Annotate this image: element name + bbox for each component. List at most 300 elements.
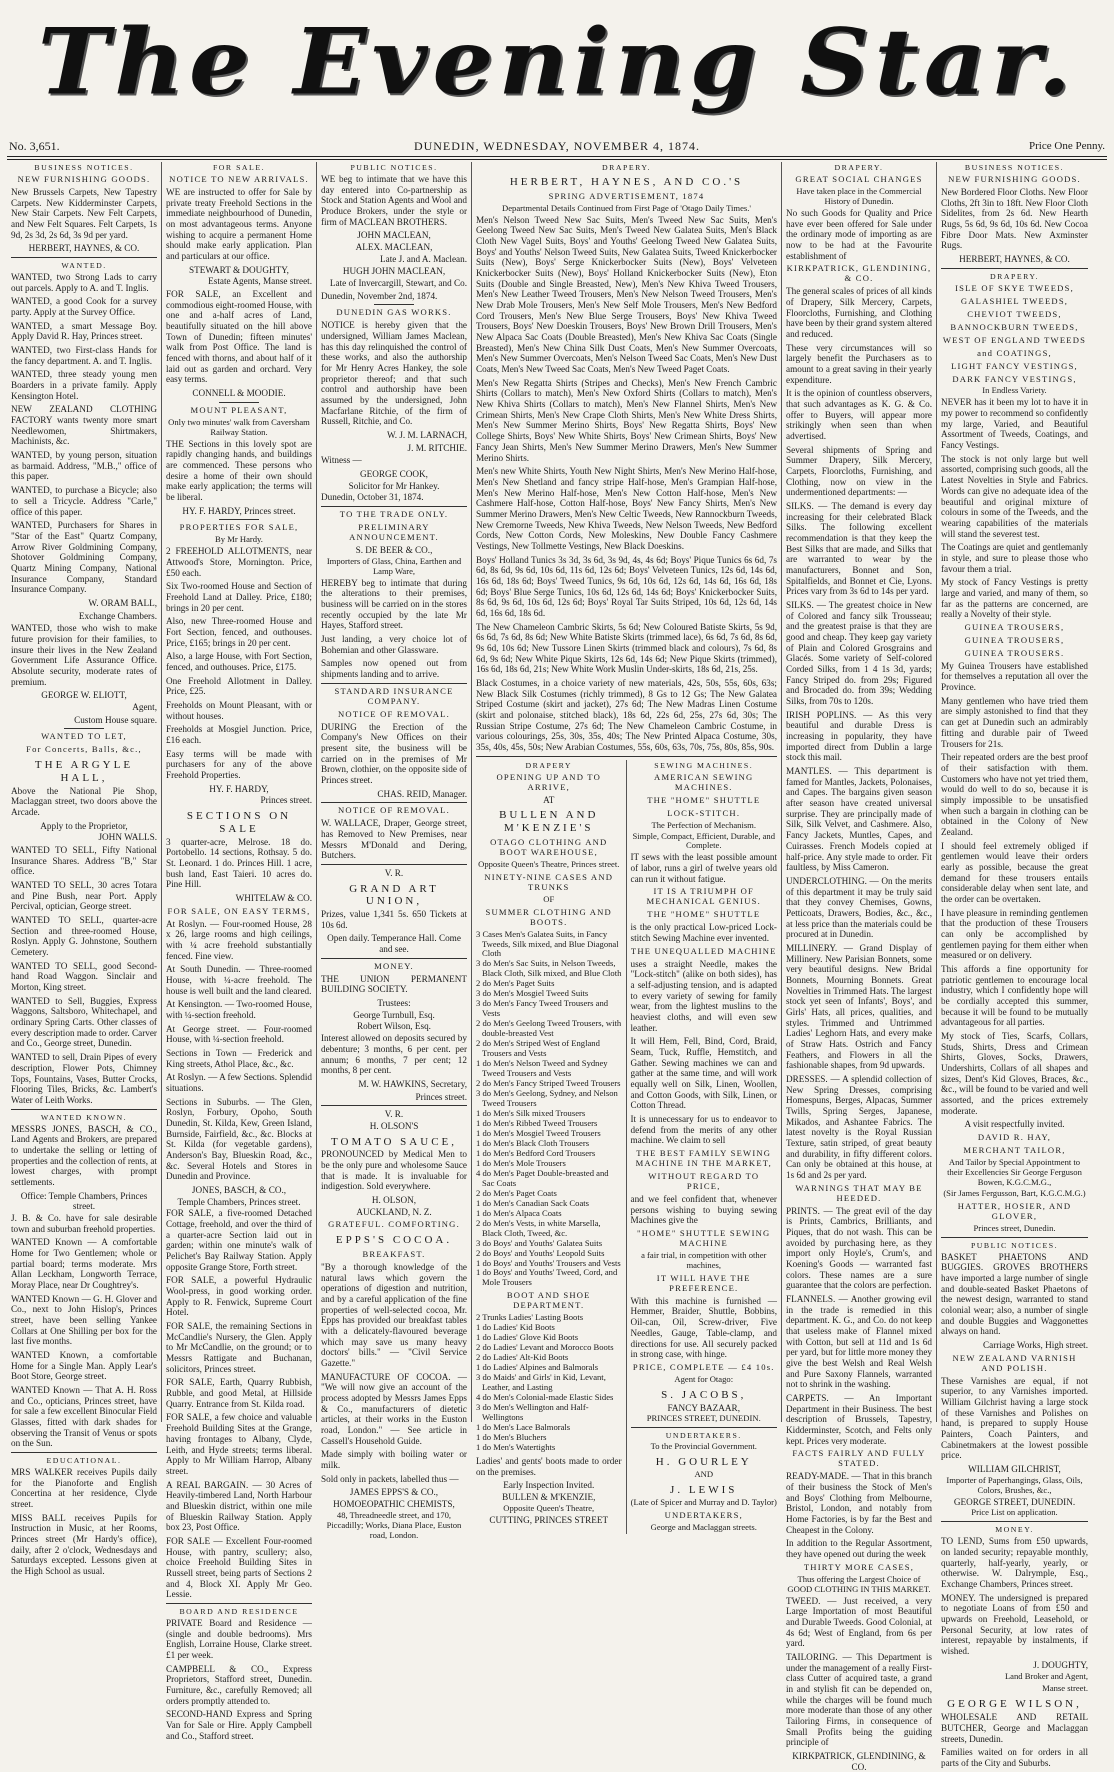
list-item: 3 do Maids' and Girls' in Kid, Levant, Leather, and Lasting (476, 1372, 606, 1393)
ad-text: New Brussels Carpets, New Tapestry Carpets. New Kidderminster Carpets, New Stair Carpets. New Felt Carpets, and New Felt Squares. Felt Carpets, 1s 9d, 2s 3d, 2s 6d, 3s 9d per yard. (11, 187, 157, 240)
classified-ad: FOR SALE, Earth, Quarry Rubbish, Rubble, and good Metal, at Hillside Quarry. Entrance from St. Kilda road. (166, 1377, 312, 1409)
ad-text: In Endless Variety. (982, 385, 1047, 396)
ad-text: Interest allowed on deposits secured by debenture; 3 months, 6 per cent. per annum; 6 months, 7 per cent; 12 months, 8 per cent. (321, 1033, 467, 1076)
ad-text: It is unnecessary for us to endeavor to defend from the merits of any other machine. We claim to sell (630, 1114, 777, 1146)
classified-ad: A REAL BARGAIN. — 30 Acres of Heavily-timbered Land, North Harbour and Blueskin district, within one mile of Blueskin Railway Station. Apply box 23, Post Office. (166, 1479, 312, 1533)
list-item: 3 do Men's Sac Suits, in Nelson Tweeds, Black Cloth, Silk mixed, and Blue Cloth (476, 958, 622, 979)
ad-text: Boys' Holland Tunics 3s 3d, 3s 6d, 3s 9d, 4s, 4s 6d; Boys' Pique Tunics 6s 6d, 7s 6d, 8s 6d, 9s 6d, 10s 6d, 11s 6d, 12s 6d; Boys' Velveteen Tunics, 12s 6d, 14s 6d, 16s 6d, 18s 6d; Boys' Tweed Tunics, 9s 6d, 10s 6d, 12s 6d, 14s 6d, 16s 6d, 18s 6d; Boys' Blue Serge Tunics, 10s 6d, 12s 6d, 14s 6d; Boys' Knickerbocker Suits, 8s 6d, 9s 6d, 10s 6d, 12s 6d; Boys' Royal Tar Suits Striped, 10s 6d, 12s 6d, 14s 6d, 16s 6d, 18s 6d. (476, 554, 777, 618)
ad-text: Made simply with boiling water or milk. (321, 1449, 467, 1471)
ad-headline: J. LEWIS (670, 1483, 738, 1496)
ad-text: At Roslyn. — A few Sections. Splendid situations. (166, 1072, 312, 1093)
ad-headline: S. JACOBS, (661, 1388, 747, 1401)
department-notice: TAILORING. — This Department is under the management of a really First-class Cutter of acquired taste, a grand in and stylish fit can be depended on, while the charges will be found much more moderate than those of any other Tailoring Firms, in consequence of Small Profits being the guiding principle of (786, 1651, 932, 1748)
public-notice: PRONOUNCED by Medical Men to be the only pure and wholesome Sauce that is made. It is invaluable for indigestion. Sold everywhere. (321, 1149, 467, 1192)
ad-title: MONEY. (374, 960, 414, 971)
ad-text: Samples now opened out from shipments landing and to arrive. (321, 658, 467, 680)
list-item: 1 do Men's Ribbed Tweed Trousers (476, 1117, 598, 1128)
list-item: 1 do Boys' and Youths' Trousers and Vests (476, 1257, 621, 1268)
ad-signature: AUCKLAND, N. Z. (356, 1206, 432, 1217)
royal-cipher: V. R. (384, 1109, 404, 1120)
public-notice: THE UNION PERMANENT BUILDING SOCIETY. (321, 973, 467, 995)
public-notice: DURING the Erection of the Company's New Offices on their present site, the business will be carried on in the premises of Mr Brown, clothier, on the opposite side of Princes street. (321, 721, 467, 785)
classified-ad: WANTED, two Strong Lads to carry out parcels. Apply to A. and T. Inglis. (11, 272, 157, 293)
stock-list (476, 930, 622, 1289)
list-item: 1 do Men's Mole Trousers (476, 1157, 566, 1168)
classified-ad: MISS BALL receives Pupils for Instruction in Music, at her Rooms, Princes street (Mr Hardy's office), daily, after 2 o'clock, Wednesdays and Saturdays excepted. Lessons given at the High School as usual. (11, 1512, 157, 1577)
ad-signature: Importer of Paperhangings, Glass, Oils, Colors, Brushes, &c., (946, 1474, 1083, 1495)
classified-ad: WANTED TO SELL, Fifty National Insurance Shares. Address "B," Star office. (11, 845, 157, 877)
section-head: PUBLIC NOTICES. (970, 1240, 1059, 1250)
ad-signature: (Sir James Fergusson, Bart, K.G.C.M.G.) (943, 1187, 1086, 1198)
ad-text: Several shipments of Spring and Summer Drapery, Silk Mercery, Carpets, Floorcloths, Furnishing, and Clothing, now on view in the undermentioned departments: — (786, 444, 932, 498)
list-item: 3 do Men's Geelong, Sydney, and Nelson Tweed Trousers (476, 1088, 618, 1108)
ad-text: My stock of Ties, Scarfs, Collars, Studs, Shirts, Dress and Crimean Shirts, Gloves, Socks, Drawers, Undershirts, Collars of all shapes and sizes, Dent's Kid Gloves, Braces, &c., &c., will be found to be varied and well assorted, and the prices extremely moderate. (941, 1030, 1088, 1116)
double-rule (7, 157, 1107, 160)
ad-headline: DAVID R. HAY, (977, 1132, 1052, 1143)
ad-signature: H. OLSON'S (369, 1120, 419, 1131)
list-item: 1 do Men's Silk mixed Trousers (476, 1107, 586, 1118)
list-item: 1 do Men's Canadian Sack Coats (476, 1197, 590, 1208)
list-item: 1 do Ladies' Glove Kid Boots (476, 1332, 579, 1343)
ad-title: DUNEDIN GAS WORKS. (336, 307, 452, 318)
list-item: 3 do Men's Mosgiel Tweed Suits (476, 988, 589, 999)
list-item: 1 do Men's Watertights (476, 1441, 556, 1452)
department-notice: DRESSES. — A splendid collection of New Spring Dresses, comprising Homespuns, Berges, Alpacas, Summer Twills, Spring Serges, Japanese, Mikados, and Ashantee Fabrics. The latest novelty is the Royal Russian Texture, satin striped, of great beauty and durability, in fifty different colors. Can only be obtained at this house, at 1s 6d and 2s per yard. (786, 1073, 932, 1180)
ad-title: GRATEFUL. COMFORTING. (328, 1219, 460, 1230)
ad-signature: H. OLSON, (371, 1194, 417, 1205)
classified-ad: NEW ZEALAND CLOTHING FACTORY wants twenty more smart Needlewomen, Shirtmakers, Machinists, &c. (11, 404, 157, 447)
ad-text: One Freehold Allotment in Dalley. Price, £25. (166, 675, 312, 697)
ad-title: GREAT SOCIAL CHANGES (795, 174, 923, 185)
ad-text: It will Hem, Fell, Bind, Cord, Braid, Seam, Tuck, Ruffle, Hemstitch, and Gather. Sewing machines we can and gather at the same time, and will work equally well on Silk, Linen, Woollen, and Cotton Goods, with Silk, Linen, or Cotton Thread. (630, 1036, 777, 1111)
ad-title: STANDARD INSURANCE COMPANY. (334, 685, 454, 706)
ad-subtitle: Have taken place in the Commercial History of Dunedin. (796, 186, 922, 206)
ad-headline: KIRKPATRICK, GLENDINING, & CO. (786, 263, 932, 284)
classified-ad: 3 quarter-acre, Melrose. 18 do. Portobello. 14 sections, Rothsay. 5 do. St. Leonard. 1 do. Princes Hill. 1 acre, bush land, East Taieri. 10 acres do. Pine Hill. (166, 836, 312, 890)
ad-signature: GEORGE COOK, (360, 469, 428, 480)
list-item: 1 do Men's Nelson Tweed and Sydney Tweed Trousers and Vests (476, 1058, 608, 1079)
ad-signature: Custom House square. (74, 714, 157, 725)
ad-title: LIGHT FANCY VESTINGS, (951, 360, 1078, 371)
ad-subtitle: PRELIMINARY ANNOUNCEMENT. (349, 522, 439, 543)
department-notice: UNDERCLOTHING. — On the merits of this department it may be truly said that they convey Chemises, Gowns, Petticoats, Drawers, Bodies, &c., &c., at less price than the materials could be procured at in Dunedin. (786, 875, 932, 940)
ad-title: GALASHIEL TWEEDS, (960, 295, 1069, 306)
ad-headline: BULLEN AND M'KENZIE'S (499, 809, 599, 835)
ad-headline: TOMATO SAUCE, (331, 1135, 457, 1148)
rule (374, 304, 414, 305)
ad-text: Sold only in packets, labelled thus — (321, 1473, 459, 1484)
classified-ad: WE are instructed to offer for Sale by private treaty Freehold Sections in the immediate neighbourhood of Dunedin, on most advantageous terms. Anyone wishing to acquire a permanent Home should make early application. Plan and particulars at our office. (166, 187, 312, 262)
ad-text: Early Inspection Invited. (503, 1480, 595, 1491)
ad-text: AT (543, 794, 555, 805)
ad-title: FACTS FAIRLY AND FULLY STATED. (792, 1448, 926, 1469)
ad-text: My stock of Fancy Vestings is pretty large and varied, and many of them, so far as the patterns are concerned, are really a Novelty of their style. (941, 577, 1088, 620)
classified-ad: Above the National Pie Shop, Maclaggan street, two doors above the Arcade. (11, 785, 157, 818)
ad-text: Men's New Regatta Shirts (Stripes and Checks), Men's New French Cambric Shirts (Collars to match), Men's New Oxford Shirts (Collars to match), Men's New Khiva Shirts (Collars to match), Men's New Flannel Shirts, Men's New Crimean Shirts, Men's New Crape Cloth Shirts, Men's New White Dress Shirts, Men's New Summer Merino Shirts, Boys' New Regatta Shirts, Boys' New College Shirts, Boys' New White Shirts, Boys' New Crimean Shirts, Boys' New Fancy Jean Shirts, Men's New Summer Merino Drawers, Men's New Summer Merino Shirts. (476, 377, 777, 463)
ad-headline: GEORGE WILSON, (947, 1698, 1082, 1711)
section-head: DRAPERY. (602, 163, 651, 172)
ad-text: Freeholds on Mount Pleasant, with or without houses. (166, 700, 312, 721)
ad-title: LOCK-STITCH. (667, 807, 741, 818)
rule (219, 519, 259, 520)
ad-signature: HOMOEOPATHIC CHEMISTS, (333, 1499, 455, 1510)
ad-text: The general scales of prices of all kinds of Drapery, Silk Mercery, Carpets, Floorcloths, Furnishing, and Clothing have been by their grand system altered and reduced. (786, 286, 932, 339)
column-4b (627, 760, 778, 1534)
list-item: 1 do Men's Lace Balmorals (476, 1422, 571, 1432)
ad-title: IT WILL HAVE THE PREFERENCE. (656, 1272, 751, 1293)
ad-signature: Princes street. (260, 795, 312, 806)
ad-signature: Opposite Queen's Theatre, (503, 1502, 595, 1513)
column-2 (162, 162, 317, 1741)
ad-date: Dunedin, November 2nd, 1874. (321, 290, 438, 301)
ad-text: Prizes, value 1,341 5s. 650 Tickets at 10s 6d. (321, 909, 467, 930)
ad-title: CHEVIOT TWEEDS, (967, 308, 1062, 319)
ad-text: uses a straight Needle, makes the "Lock-stitch" (alike on both sides), has a self-adjusting tension, and is adapted to every variety of sewing for family wear, from the lightest muslins to the heaviest cloths, and will even sew leather. (630, 958, 777, 1033)
section-head: BUSINESS NOTICES. (34, 163, 134, 172)
column-1 (7, 162, 162, 1577)
ad-signature: S. DE BEER & CO., (355, 545, 433, 556)
section-head: FOR SALE. (212, 163, 266, 172)
ad-signature: CONNELL & MOODIE. (192, 388, 286, 399)
classified-ad: WANTED Known, a comfortable Home for a Single Man. Apply Lear's Boot Store, George street. (11, 1349, 157, 1382)
classified-ad: SECOND-HAND Express and Spring Van for Sale or Hire. Apply Campbell and Co., Stafford street. (166, 1709, 312, 1741)
ad-headline: GRAND ART UNION, (349, 882, 439, 908)
classified-ad: FOR SALE, a few choice and valuable Freehold Building Sites at the Grange, having frontages to Albany, Clyde, Leith, and Hyde streets; terms liberal. Apply to Mr William Harrop, Albany street. (166, 1412, 312, 1476)
ad-text: J. B. & Co. have for sale desirable town and suburban freehold properties. (11, 1212, 157, 1234)
ad-signature: Witness — (321, 455, 362, 466)
department-notice: MILLINERY. — Grand Display of Millinery. New Parisian Bonnets, some very beautiful designs. New Bridal Bonnets, Mourning Bonnets. Great Novelties in Trimmed Hats. The largest stock yet seen of Infants', Boys', and Girls' Hats, all prices, qualities, and styles. Trimmed and Untrimmed Ladies' Leghorn Hats, and every make of Straw Hats. Ostrich and Fancy Feathers, and Flowers in all the fashionable shapes, from 9d upwards. (786, 942, 932, 1071)
classified-ad: WANTED, two First-class Hands for the fancy department. A. and T. Inglis. (11, 345, 157, 366)
ad-text: The Perfection of Mechanism. (651, 819, 757, 830)
column-4a (476, 760, 627, 1534)
ad-title: BANNOCKBURN TWEEDS, (950, 321, 1079, 332)
classified-ad: 2 FREEHOLD ALLOTMENTS, near Attwood's Store, Mornington. Price, £50 each. (166, 546, 312, 578)
ad-signature: Solicitor for Mr Hankey. (348, 480, 440, 491)
list-item: 2 do Men's Geelong Tweed Trousers, with double-breasted Vest (476, 1018, 622, 1039)
department-notice: READY-MADE. — That in this branch of their business the Stock of Men's and Boys' Clothing from Melbourne, Bristol, London, and notably from Home Factories, is by far the Best and Cheapest in the Colony. (786, 1471, 932, 1535)
department-notice: TWEED. — Just received, a very Large Importation of most Beautiful and Durable Tweeds. Good Colonial, at 4s 6d; West of England, from 6s per yard. (786, 1595, 932, 1649)
column-5 (782, 162, 937, 1772)
ad-signature: 48, Threadneedle street, and 170, Piccadilly; Works, Diana Place, Euston road, London. (326, 1509, 462, 1540)
public-notice: BASKET PHAETONS AND BUGGIES. GROVES BROTHERS have imported a large number of single and double-seated Basket Phaetons of the newest design, warranted to stand colonial wear; also, a number of single and double Buggies and Waggonettes always on hand. (941, 1251, 1088, 1337)
classified-ad: THE Sections in this lovely spot are rapidly changing hands, and buildings are commenced. These persons who desire a home of their own should make early application; the terms will be liberal. (166, 438, 312, 503)
issue-date: DUNEDIN, WEDNESDAY, NOVEMBER 4, 1874. (413, 139, 701, 153)
department-notice: IRISH POPLINS. — As this very beautiful and durable Dress is increasing in popularity, they have imported direct from Dublin a large stock this mail. (786, 709, 932, 763)
section-head: BUSINESS NOTICES. (964, 163, 1065, 172)
ad-title: NINETY-NINE CASES AND TRUNKS (484, 871, 614, 892)
ad-title: NEW FURNISHING GOODS. (17, 174, 151, 185)
issue-price: Price One Penny. (1029, 140, 1105, 152)
ad-text: AND (694, 1468, 714, 1479)
ad-title: WEST OF ENGLAND TWEEDS (942, 334, 1087, 345)
classified-ad: MESSRS JONES, BASCH, & CO., Land Agents and Brokers, are prepared to undertake the selling or letting of properties and the collection of rents, at lowest charges, with prompt settlements. (11, 1123, 157, 1187)
department-notice: MANTLES. — This department is famed for Mantles, Jackets, Polonaises, and Capes. The bargains given season after season have created universal surprise. They are principally made of Silk, Silk Velvet, and Cashmere. Also, Fancy Jackets, Muntles, Capes, and Cuirasses. French Models copied at half-price. Any style made to order. Fit faultless, by Miss Cameron. (786, 766, 932, 873)
ad-text: At George street. — Four-roomed House, with ¼-section freehold. (166, 1023, 312, 1045)
ad-title: WARNINGS THAT MAY BE HEEDED. (795, 1182, 923, 1203)
ad-text: To the Provincial Government. (650, 1441, 757, 1452)
list-item: 2 do Boys' and Youths' Leopold Suits (476, 1247, 605, 1258)
ad-signature: George Turnbull, Esq. (353, 1009, 435, 1020)
ad-title: THE BEST FAMILY SEWING MACHINE IN THE MARKET, (635, 1148, 772, 1169)
royal-cipher: V. R. (384, 867, 404, 878)
ad-signature: STEWART & DOUGHTY, (189, 264, 289, 275)
ad-title: WITHOUT REGARD TO PRICE, (648, 1171, 760, 1192)
ad-signature: Trustees: (377, 998, 411, 1009)
newspaper-page (7, 0, 1107, 1772)
classified-ad: FOR SALE, a five-roomed Detached Cottage, freehold, and over the third of a quarter-acre Section laid out in garden; within one minute's walk of Pelichet's Bay Railway Station. Apply opposite Grange Store, Forth street. (166, 1208, 312, 1272)
ad-signature: KIRKPATRICK, GLENDINING, & CO. (792, 1751, 926, 1772)
classified-ad: FOR SALE, a powerful Hydraulic Wool-press, in good working order. Apply to R. Fenwick, Supreme Court Hotel. (166, 1275, 312, 1318)
department-notice: SILKS. — The greatest choice in New of Colored and fancy silk Trousseau; and the greatest praise is that they are good and cheap. They keep gay variety of Plain and Colored Grosgrains and Glacés. Some variety of Self-colored Corded Silks, from 1 4 1s 3d, yards; Fancy Striped do. from 29s; Figured and Brocaded do. from 39s; Wedding Silks, from 70s to 120s. (786, 600, 932, 707)
ad-title: SPRING ADVERTISEMENT, 1874 (548, 190, 705, 201)
classified-ad: WANTED, to purchase a Bicycle; also to sell a Tricycle. Address "Carle," office of this paper. (11, 485, 157, 517)
ad-text: This affords a fine opportunity for patriotic gentlemen to encourage local industry, which I confidently hope will be cordially accepted this summer, because it will be found to be mutually advantageous for all parties. (941, 963, 1088, 1028)
ad-date: Dunedin, October 31, 1874. (321, 492, 424, 503)
ad-text: With this machine is furnished — Hemmer, Braider, Shuttle, Bobbins, Oil-can, Oil, Screw-driver, Five Needles, Gauge, Table-clamp, and directions for use. All securely packed in strong case, with hinge. (630, 1295, 777, 1360)
list-item: 3 do Men's Fancy Tweed Trousers and Vests (476, 998, 609, 1019)
ad-headline: EPPS'S COCOA. (335, 1234, 453, 1247)
ad-text: is the only practical Low-priced Lock-stitch Sewing Machine ever invented. (630, 922, 777, 944)
section-head: WANTED KNOWN. (40, 1112, 128, 1122)
section-head: MONEY. (995, 1525, 1034, 1535)
issue-number: No. 3,651. (9, 139, 60, 153)
ad-signature: GEORGE W. ELIOTT, (41, 690, 127, 701)
ad-text: In addition to the Regular Assortment, they have opened out during the week (786, 1538, 932, 1560)
masthead: The Evening Star. (37, 8, 1077, 116)
list-item: 2 do Men's Vests, in white Marsella, Black Cloth, Tweed, &c. (476, 1217, 601, 1238)
department-notice: SILKS. — The demand is every day increasing for their celebrated Black Silks. The following excellent recommendation is that they keep the Best Silks that are made, and Silks that are warranted to wear by the manufacturers, Bonnet and Son, Spitalfields, and Bonnet et Cie, Lyons. Prices vary from 3s 6d to 14s per yard. (786, 501, 932, 597)
ad-signature: J. M. RITCHIE. (407, 442, 467, 453)
ad-text: Price List on application. (971, 1507, 1058, 1518)
list-item: 3 do Men's Wellington and Half-Wellingtons (476, 1402, 589, 1423)
ad-text: Black Costumes, in a choice variety of new materials, 42s, 50s, 55s, 60s, 63s; New Black Silk Costumes (richly trimmed), 8 Gs to 12 Gs; The New Galatea Striped Costume (skirt and jacket), 27s 6d; The New Madras Linen Costume (skirt and polonaise, stitched black), 18s 6d, 22s 6d, 25s, 27s 6d, 30s; The Russian Stripe Costume, 27s 6d; The New Chameleon Cambric Costume, in various colourings, 25s, 30s, 35s, 40s; The New Printed Alpaca Costume, 30s, 35s, 40s, 45s, 50s; New Arabian Costumes, 55s, 60s, 63s, 70s, 75s, 80s, 85s, 90s. (476, 677, 777, 752)
rule (321, 683, 467, 684)
list-item: 2 do Ladies' Levant and Morocco Boots (476, 1342, 614, 1353)
ad-signature: J. DOUGHTY, (1033, 1659, 1088, 1670)
ad-text: Sections in Town — Frederick and King streets, Athol Place, &c., &c. (166, 1047, 312, 1069)
ad-text: Men's new White Shirts, Youth New Night Shirts, Men's New Merino Half-hose, Men's New Shetland and fancy stripe Half-hose, Men's Grampian Half-hose, Men's New Merino Half-hose, Men's New Cotton Half-hose, Men's New Cashmere Half-hose, Cotton Half-hose, Boys' New Fancy Shirts, Men's New Summer Merino Drawers, Men's New Celtic Tweeds, New Rannockburn Tweeds, New Cremorne Tweeds, New Khiva Tweeds, New Nelson Tweeds, New Bedford Cords, New Cotton Cords, New Moleskins, New Double Fancy Cashmere Vestings, New Tollmette Vestings, New Black Doeskins. (476, 466, 777, 551)
dateline-bar (7, 134, 1107, 157)
ad-signature: CUTTING, PRINCES STREET (489, 1514, 609, 1525)
rule (11, 1109, 157, 1110)
classified-ad: WANTED, those who wish to make future provision for their families, to insure their lives in the New Zealand Government Life Assurance Office. Absolute security, moderate rates of premium. (11, 623, 157, 687)
list-item: 3 Cases Men's Galatea Suits, in Fancy Tweeds, Silk mixed, and Blue Diagonal Cloth (476, 928, 619, 959)
ad-text: My Guinea Trousers have established for themselves a reputation all over the Province. (941, 660, 1088, 693)
rule (321, 958, 467, 959)
list-item: 1 do Boys' and Youths' Tweed, Cord, and Mole Trousers (476, 1267, 618, 1288)
ad-text: Their repeated orders are the best proof of their satisfaction with them. Customers who have not yet tried them, would do well to do so, because it is simply impossible to be unsatisfied when such a bargain in clothing can be obtained in the Colony of New Zealand. (941, 752, 1088, 837)
ad-title: NOTICE OF REMOVAL. (338, 805, 450, 816)
rule (321, 506, 467, 507)
classified-ad: WANTED Known — G. H. Glover and Co., next to John Hislop's, Princes street, have been selling Yankee Collars at One Shilling per box for the last five months. (11, 1293, 157, 1347)
ad-text: George and Maclaggan streets. (650, 1521, 757, 1532)
ad-signature: Late J. and A. Maclean. (380, 253, 467, 264)
ad-text: Six Two-roomed House and Section of Freehold Land at Dalley. Price, £180; brings in 20 per cent. (166, 581, 312, 613)
ad-subtitle: Only two minutes' walk from Caversham Railway Station. (168, 416, 310, 437)
rule (321, 864, 467, 865)
list-item: 4 do Men's Paget Double-breasted and Sac Coats (476, 1167, 609, 1188)
list-item: 1 do Men's Black Cloth Trousers (476, 1137, 590, 1148)
split-columns (476, 760, 777, 1534)
department-notice: PRINTS. — The great evil of the day is Prints, Cambrics, Brilliants, and Piques, that do not wash. This can be avoided by purchasing here, as they import only Hoyle's, Crum's, and Koening's Goods — warranted fast colors. These names are a sure guarantee that the colors are perfection. (786, 1205, 932, 1291)
classified-ad: WANTED TO SELL, 30 acres Totara and Pine Bush, near Port. Apply Percival, optician, George street. (11, 880, 157, 912)
ad-signature: HUGH JOHN MACLEAN, (342, 266, 446, 277)
ad-title: THE UNEQUALLED MACHINE (630, 945, 777, 956)
classified-ad: WANTED, three steady young men Boarders in a private family. Apply Kensington Hotel. (11, 369, 157, 401)
ad-signature: HERBERT, HAYNES, & CO. (959, 254, 1070, 265)
rule (64, 728, 104, 729)
ad-title: OTAGO CLOTHING AND BOOT WAREHOUSE, (490, 836, 608, 857)
column-6 (937, 162, 1092, 1768)
section-head: DRAPERY. (834, 163, 884, 172)
ad-signature: HERBERT, HAYNES, & CO. (28, 243, 140, 254)
ad-signature: Robert Wilson, Esq. (357, 1021, 431, 1032)
public-notice: WE beg to intimate that we have this day entered into Co-partnership as Stock and Station Agents and Wool and Produce Brokers, under the style or firm of MACLEAN BROTHERS. (321, 174, 467, 227)
ad-signature: PRINCES STREET, DUNEDIN. (646, 1413, 761, 1424)
classified-ad: WANTED to Sell, Buggies, Express Waggons, Saltsboro, Whitechapel, and ordinary Spring Carts. Other classes of every description made to order. Carver and Co., George street, Dunedin. (11, 995, 157, 1049)
ad-text: Opposite Queen's Theatre, Princes street. (478, 858, 620, 869)
ad-signature: Carriage Works, High street. (983, 1340, 1088, 1351)
section-head: UNDERTAKERS. (665, 1431, 742, 1441)
ad-text: I have pleasure in reminding gentlemen that the production of these Trousers can only be accomplished by gentlemen paying for them either when measured or on delivery. (941, 907, 1088, 961)
ad-title: IT IS A TRIUMPH OF MECHANICAL GENIUS. (646, 886, 761, 907)
classified-ad: WANTED Known — That A. H. Ross and Co., opticians, Princes street, have for sale a few excellent Binocular Field Glasses, fitted with dark shades for observing the Transit of Venus or spots on the Sun. (11, 1385, 157, 1449)
classified-ad: CAMPBELL & CO., Express Proprietors, Stafford street, Dunedin. Furniture, &c., carefully Removed; all orders promptly attended to. (166, 1663, 312, 1706)
rule (321, 802, 467, 803)
list-item: 2 do Ladies' Alt-Kid Boots (476, 1352, 569, 1363)
classified-ad: TO LEND, Sums from £50 upwards, on landed security; repayable monthly, quarterly, half-yearly, yearly, or otherwise. W. Dalrymple, Esq., Exchange Chambers, Princes street. (941, 1536, 1088, 1590)
list-item: 2 do Men's Striped West of England Trousers and Vests (476, 1038, 600, 1059)
ad-text: At South Dunedin. — Three-roomed House, with ¼-acre freehold. The house is well built and the land cleared. (166, 964, 312, 996)
department-notice: FLANNELS. — Another growing evil in the trade is remedied in this department. K. G., and Co. do not keep that useless make of Flannel mixed with Cotton, but sell at 11d and 1s 6d per yard, but for little more money they give the best Welsh and Real Welsh and Pure Saxony Flannels, warranted not to shrink in the washing. (786, 1293, 932, 1390)
classified-ad: FOR SALE, the remaining Sections in McCandlie's Nursery, the Glen. Apply to Mr McCandlie, on the ground; or to Messrs Rattigate and Buchanan, solicitors, Princes street. (166, 1321, 312, 1374)
ad-subtitle: NOTICE OF REMOVAL. (338, 708, 450, 719)
ad-text: MANUFACTURE OF COCOA. — "We will now give an account of the process adopted by Messrs James Epps & Co., manufacturers of dietetic articles, at their works in the Euston road, London." — See article in Cassell's Household Guide. (321, 1371, 467, 1446)
ad-signature: WHITELAW & CO. (235, 892, 312, 903)
ad-text: Many gentlemen who have tried them are simply astonished to find that they can get at Dunedin such an admirably fitting and durable pair of Tweed Trousers for 21s. (941, 695, 1088, 749)
list-item: 2 do Men's Paget Suits (476, 978, 555, 989)
list-item: 1 do Men's Bedford Cord Trousers (476, 1147, 596, 1158)
ad-text: I should feel extremely obliged if gentlemen would leave their orders early as possible, because the great demand for these trousers entails considerable delay when sent late, and the order can be overtaken. (941, 840, 1088, 904)
rule (476, 756, 777, 757)
list-item: 1 do Ladies' Alpines and Balmorals (476, 1362, 599, 1373)
ad-title: THIRTY MORE CASES, (803, 1561, 915, 1572)
section-head: DRAPERY. (990, 271, 1039, 281)
rule (166, 1603, 312, 1604)
ad-signature: Princes street. (415, 1091, 467, 1102)
column-3 (317, 162, 472, 1540)
list-item: 3 do Boys' and Youths' Galatea Suits (476, 1237, 603, 1248)
ad-text: The Coatings are quiet and gentlemanly in style, and sure to please those who favour them a trial. (941, 542, 1088, 574)
ad-signature: M. W. HAWKINS, Secretary, (358, 1078, 467, 1089)
columns (7, 162, 1107, 1772)
ad-text: At Kensington. — Two-roomed House, with ¼-section freehold. (166, 999, 312, 1020)
ad-text: Also, a large House, with Fort Section, fenced, and outhouses. Price, £175. (166, 651, 312, 673)
ad-title: PROPERTIES FOR SALE, (179, 522, 299, 533)
ad-title: BOOT AND SHOE DEPARTMENT. (506, 1290, 591, 1311)
ad-title: SUMMER CLOTHING AND BOOTS. (485, 906, 612, 927)
ad-text: These very circumstances will so largely benefit the Purchasers as to amount to a great saving in their yearly expenditure. (786, 342, 932, 385)
ad-title: THE "HOME" SHUTTLE (647, 794, 761, 805)
ad-title: NEW FURNISHING GOODS. (948, 174, 1081, 185)
public-notice: W. WALLACE, Draper, George street, has Removed to New Premises, near Messrs M'Donald and Dering, Butchers. (321, 818, 467, 861)
ad-subtitle: For Concerts, Balls, &c., (26, 744, 142, 755)
ad-text: Just landing, a very choice lot of Bohemian and other Glassware. (321, 634, 467, 655)
list-item: 2 do Men's Paget Coats (476, 1187, 557, 1198)
ad-headline: THE ARGYLE HALL, (34, 759, 134, 784)
classified-ad: WANTED TO SELL, good Second-hand Road Waggon. Sinclair and Morton, King street. (11, 960, 157, 993)
ad-text: Agent for Otago: (674, 1373, 734, 1384)
ad-text: OF (543, 893, 555, 904)
list-item: 2 Trunks Ladies' Lasting Boots (476, 1312, 584, 1323)
ad-title: OPENING UP AND TO ARRIVE, (496, 771, 601, 792)
ad-headline: HERBERT, HAYNES, AND CO.'S (509, 176, 744, 189)
ad-signature: Manse street. (1042, 1683, 1088, 1694)
list-item: 1 do Men's Mosgiel Tweed Trousers (476, 1127, 601, 1138)
public-notice: NOTICE is hereby given that the undersigned, William James Maclean, has this day relinquished the control of these works, and also the authorship for Mr Henry Acres Hankey, the sole proprietor thereof; and that such control and authorship have been assumed by the undersigned, John Macfarlane Ritchie, of the firm of Russell, Ritchie, and Co. (321, 320, 467, 427)
list-item: 4 do Men's Colonial-made Elastic Sides (476, 1392, 614, 1403)
ad-text: NEVER has it been my lot to have it in my power to recommend so confidently my large, Varied, and Beautiful Assortment of Tweeds, Coatings, and Fancy Vestings. (941, 397, 1088, 451)
ad-text: "By a thorough knowledge of the natural laws which govern the operations of digestion and nutrition, and by a careful application of the fine properties of well-selected cocoa, Mr. Epps has provided our breakfast tables with a delicately-flavoured beverage which may save us many heavy doctors' bills." — "Civil Service Gazette." (321, 1262, 467, 1369)
column-4-wide (472, 162, 782, 1532)
boot-list (476, 1313, 622, 1453)
ad-text: and we feel confident that, whenever persons wishing to buying sewing Machines give the (630, 1193, 777, 1226)
ad-signature: BULLEN & M'KENZIE, (502, 1491, 596, 1502)
ad-title: AMERICAN SEWING MACHINES. (654, 771, 754, 792)
ad-subtitle: Departmental Details Continued from First Page of 'Otago Daily Times.' (502, 202, 751, 213)
classified-ad: FOR SALE, an Excellent and commodious eight-roomed House, with one and a-half acres of Land, beautifully situated on the hill above Town of Dunedin; fifteen minutes' walk from Post Office. The land is fenced with thorns, and about half of it laid out as garden and orchard. Very easy terms. (166, 289, 312, 385)
ad-signature: Temple Chambers, Princes street. (177, 1196, 301, 1207)
ad-title: HATTER, HOSIER, AND GLOVER, (957, 1200, 1072, 1221)
ad-signature: Late of Invercargill, Stewart, and Co. (329, 278, 467, 289)
ad-text: Also, new Three-roomed House and Fort Section, fenced, and outhouses. Price, £165; brings in 20 per cent. (166, 616, 312, 648)
ad-text: Open daily. Temperance Hall. Come and see. (327, 933, 461, 955)
ad-signature: Estate Agents, Manse street. (208, 276, 312, 287)
ad-title: GUINEA TROUSERS, (964, 621, 1065, 632)
section-head: BOARD AND RESIDENCE (179, 1606, 299, 1616)
ad-text: Families waited on for orders in all parts of the City and Suburbs. (941, 1747, 1088, 1768)
rule (11, 257, 157, 258)
ad-title: ISLE OF SKYE TWEEDS, (955, 282, 1074, 293)
ad-signature: WILLIAM GILCHRIST, (968, 1464, 1061, 1475)
ad-text: The stock is not only large but well assorted, comprising such goods, all the Latest Novelties in Style and Fabrics. Words can give no adequate idea of the beautiful and original mixture of colours in some of the Tweeds, and the wearing capabilities of the materials will stand the severest test. (941, 453, 1088, 539)
ad-title: MOUNT PLEASANT, (190, 404, 288, 415)
classified-ad: FOR SALE — Excellent Four-roomed House, with pantry, scullery; also, choice Freehold Building Sites in Russell street, being parts of Sections 2 and 4, Block XI. Apply Mr Geo. Lessie. (166, 1535, 312, 1600)
ad-subtitle: By Mr Hardy. (215, 534, 263, 545)
ad-signature: Importers of Glass, China, Earthen and Lamp Ware, (326, 555, 462, 576)
ad-text: Apply to the Proprietor, (40, 820, 128, 831)
ad-title: DARK FANCY VESTINGS, (952, 373, 1077, 384)
ad-title: THE "HOME" SHUTTLE (647, 909, 761, 920)
ad-text: No such Goods for Quality and Price have ever been offered for Sale under the ordinary mode of importing as are now to be had at the Favourite establishment of (786, 207, 932, 261)
rule (219, 402, 259, 403)
ad-text: At Roslyn. — Four-roomed House, 28 x 26, large rooms and high ceilings, with ¼ acre freehold substantially fenced. Fine view. (166, 918, 312, 961)
ad-text: Thus offering the Largest Choice of GOOD CLOTHING IN THIS MARKET. (787, 1573, 931, 1594)
classified-ad: MONEY. The undersigned is prepared to negotiate Loans of from £50 and upwards on Freehold, Leasehold, or Personal Security, at low rates of interest, repayable by instalments, if wished. (941, 1592, 1088, 1657)
ad-signature: Exchange Chambers. (78, 610, 157, 621)
rule (631, 1427, 778, 1428)
ad-text: WHOLESALE AND RETAIL BUTCHER, George and Maclaggan streets, Dunedin. (941, 1712, 1088, 1744)
section-head: WANTED. (61, 261, 107, 271)
ad-text: Easy terms will be made with purchasers for any of the above Freehold Properties. (166, 748, 312, 781)
ad-title: UNDERTAKERS, (664, 1509, 743, 1520)
rule (941, 1521, 1088, 1522)
ad-headline: H. GOURLEY (655, 1456, 752, 1469)
list-item: 1 do Ladies' Kid Boots (476, 1322, 555, 1333)
classified-ad: WANTED Known — A comfortable Home for Two Gentlemen; whole or partial board; terms moderate. Mrs Allan Leckham, Longworth Terrace, Moray Place, near Dr Coughtrey's. (11, 1237, 157, 1290)
ad-text: New Bordered Floor Cloths. New Floor Cloths, 2ft 3in to 18ft. New Floor Cloth Sidelites, from 2s 6d. New Hearth Rugs, 5s 6d, 9s 6d, 10s 6d. New Cocoa Fibre Door Mats. New Axminster Rugs. (941, 187, 1088, 251)
ad-signature: JOHN WALLS. (98, 832, 157, 843)
